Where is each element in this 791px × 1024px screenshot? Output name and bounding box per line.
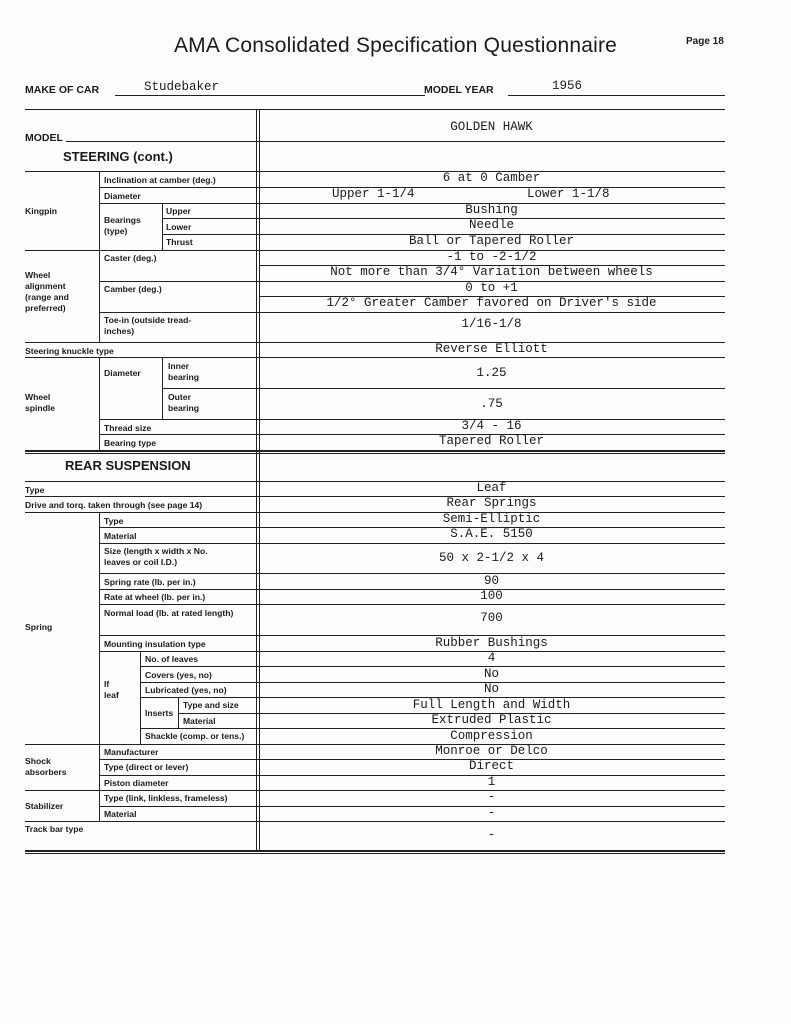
rear-heading: REAR SUSPENSION	[65, 458, 191, 473]
covers-value: No	[483, 667, 499, 681]
upper-label: Upper	[166, 206, 191, 216]
piston-value: 1	[487, 775, 496, 789]
rule	[25, 109, 725, 110]
spring-rate-label: Spring rate (lb. per in.)	[104, 577, 196, 587]
size-label: Size (length x width x No. leaves or coil I.D.)	[104, 546, 208, 567]
year-value: 1956	[552, 79, 583, 93]
wheel-alignment-label: Wheel alignment (range and preferred)	[25, 270, 69, 313]
stab-material-label: Material	[104, 809, 137, 819]
divider	[99, 357, 100, 451]
mounting-value: Rubber Bushings	[435, 636, 548, 650]
camber-label: Camber (deg.)	[104, 284, 162, 294]
page-title: AMA Consolidated Specification Questionnaire	[173, 34, 618, 57]
rule	[25, 450, 725, 452]
insert-material-value: Extruded Plastic	[431, 713, 552, 727]
divider	[99, 172, 100, 342]
rear-type-value: Leaf	[476, 481, 507, 495]
make-value: Studebaker	[144, 80, 220, 94]
diameter-label: Diameter	[104, 191, 141, 201]
lower-label: Lower	[166, 222, 192, 232]
make-underline	[115, 95, 425, 96]
rear-type-label: Type	[25, 485, 45, 495]
thread-value: 3/4 - 16	[461, 419, 522, 433]
rule	[25, 853, 725, 854]
model-label: MODEL	[25, 132, 63, 144]
drive-value: Rear Springs	[446, 496, 537, 510]
year-underline	[508, 95, 725, 96]
shackle-label: Shackle (comp. or tens.)	[145, 731, 245, 741]
spring-type-value: Semi-Elliptic	[442, 512, 541, 526]
rule	[25, 453, 725, 454]
manufacturer-label: Manufacturer	[104, 747, 159, 757]
stab-material-value: -	[487, 806, 496, 820]
bearing-type-value: Tapered Roller	[438, 434, 545, 448]
if-leaf-label: If leaf	[104, 679, 119, 700]
toein-label: Toe-in (outside tread-inches)	[104, 315, 192, 336]
divider	[162, 203, 163, 250]
shock-type-value: Direct	[468, 759, 514, 773]
trackbar-value: -	[487, 828, 496, 842]
rule	[99, 312, 725, 313]
inserts-label: Inserts	[145, 708, 174, 718]
inner-value: 1.25	[476, 366, 507, 380]
caster-label: Caster (deg.)	[104, 253, 157, 263]
rule	[25, 357, 725, 358]
mounting-label: Mounting insulation type	[104, 639, 206, 649]
thread-label: Thread size	[104, 423, 152, 433]
kingpin-label: Kingpin	[25, 206, 57, 216]
page-number: Page 18	[686, 36, 724, 47]
model-value: GOLDEN HAWK	[450, 120, 533, 134]
lubricated-label: Lubricated (yes, no)	[145, 685, 227, 695]
manufacturer-value: Monroe or Delco	[435, 744, 548, 758]
drive-label: Drive and torq. taken through (see page 14)	[25, 500, 203, 510]
rule	[99, 604, 725, 605]
inner-bearing-label: Inner bearing	[168, 361, 200, 382]
material-label: Material	[104, 531, 137, 541]
inclination-value: 6 at 0 Camber	[442, 171, 541, 185]
year-label: MODEL YEAR	[424, 84, 494, 96]
make-label: MAKE OF CAR	[25, 84, 100, 96]
normal-load-value: 700	[480, 611, 503, 625]
diameter-lower: Lower 1-1/8	[527, 187, 610, 201]
piston-label: Piston diameter	[104, 778, 169, 788]
shock-type-label: Type (direct or lever)	[104, 762, 189, 772]
diameter-upper: Upper 1-1/4	[332, 187, 415, 201]
stab-type-label: Type (link, linkless, frameless)	[104, 793, 228, 803]
rule	[25, 850, 725, 852]
rule	[99, 543, 725, 544]
shackle-value: Compression	[450, 729, 533, 743]
caster-value: -1 to -2-1/2	[446, 250, 537, 264]
spring-rate-value: 90	[483, 574, 499, 588]
spindle-diameter-label: Diameter	[104, 368, 141, 378]
toein-value: 1/16-1/8	[461, 317, 522, 331]
rule	[162, 388, 725, 389]
trackbar-label: Track bar type	[25, 824, 84, 834]
thrust-value: Ball or Tapered Roller	[408, 234, 575, 248]
size-value: 50 x 2-1/2 x 4	[438, 551, 545, 565]
rule	[66, 141, 725, 142]
wheel-rate-label: Rate at wheel (lb. per in.)	[104, 592, 206, 602]
insert-material-label: Material	[183, 716, 216, 726]
upper-value: Bushing	[465, 203, 518, 217]
spindle-label: Wheel spindle	[25, 392, 56, 413]
shock-label: Shock absorbers	[25, 756, 67, 777]
wheel-rate-value: 100	[480, 589, 503, 603]
spring-type-label: Type	[104, 516, 124, 526]
steering-heading: STEERING (cont.)	[63, 149, 173, 164]
caster-note: Not more than 3/4° Variation between wheels	[330, 265, 653, 279]
normal-load-label: Normal load (lb. at rated length)	[104, 608, 234, 618]
spring-label: Spring	[25, 622, 53, 632]
covers-label: Covers (yes, no)	[145, 670, 212, 680]
bearing-type-label: Bearing type	[104, 438, 157, 448]
material-value: S.A.E. 5150	[450, 527, 533, 541]
thrust-label: Thrust	[166, 237, 193, 247]
camber-note: 1/2° Greater Camber favored on Driver's side	[326, 296, 657, 310]
lubricated-value: No	[483, 682, 499, 696]
stab-type-value: -	[487, 790, 496, 804]
camber-value: 0 to +1	[465, 281, 518, 295]
insert-type-value: Full Length and Width	[412, 698, 571, 712]
leaves-value: 4	[487, 651, 496, 665]
insert-type-label: Type and size	[183, 700, 239, 710]
bearings-label: Bearings (type)	[104, 215, 141, 236]
rule	[25, 821, 725, 822]
inclination-label: Inclination at camber (deg.)	[104, 175, 216, 185]
stabilizer-label: Stabilizer	[25, 801, 64, 811]
leaves-label: No. of leaves	[145, 654, 199, 664]
knuckle-value: Reverse Elliott	[435, 342, 548, 356]
knuckle-label: Steering knuckle type	[25, 346, 114, 356]
outer-bearing-label: Outer bearing	[168, 392, 200, 413]
lower-value: Needle	[468, 218, 514, 232]
outer-value: .75	[480, 397, 503, 411]
